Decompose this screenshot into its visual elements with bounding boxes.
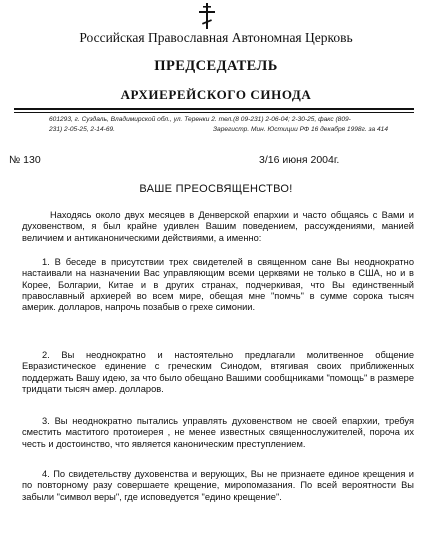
intro-paragraph: Находясь около двух месяцев в Денверской епархии и часто общаясь с Вами и духовенством, я был крайне удивлен Вашим поведением, рассуждениями, манией величием и антиканоническими действиями, а именно: bbox=[22, 210, 414, 243]
document-number: № 130 bbox=[9, 154, 41, 166]
numbered-paragraph-2: 2. Вы неоднократно и настоятельно предлагали молитвенное общение Евразистическое единение с греческим Синодом, втягивая своих приближенных поддержать Вашу идею, за что было обещано Вашими сообщниками "помощь" в размере тридцати тысяч амер. долларов. bbox=[22, 350, 414, 394]
orthodox-cross-icon bbox=[197, 3, 217, 29]
letter-greeting: ВАШЕ ПРЕОСВЯЩЕНСТВО! bbox=[139, 183, 293, 195]
header-rule-thin bbox=[14, 112, 414, 113]
address-line: 601293, г. Суздаль, Владимирской обл., ул. Теренки 2. тел.(8 09-231) 2-06-04; 2-30-25, факс (809- bbox=[49, 116, 351, 123]
registration-note: Зарегистр. Мин. Юстиции РФ 16 декабря 1998г. за 414 bbox=[213, 126, 388, 133]
document-date: 3/16 июня 2004г. bbox=[259, 154, 340, 166]
organization-name: Российская Православная Автономная Церковь bbox=[79, 30, 353, 45]
header-rule-thick bbox=[14, 108, 414, 110]
numbered-paragraph-1: 1. В беседе в присутствии трех свидетелей в священном сане Вы неоднократно настаивали на назначении Вас управляющим всеми церквями не только в США, но и в Корее, Болгарии, Китае и в других странах, подчеркивая, что Вы единственный православный архиерей во всем мире, обещая мне "помчь" в сумме сорока тысяч америк. долларов, напрочь позабыв о грехе симонии. bbox=[22, 257, 414, 313]
address-line-continued: 231) 2-05-25, 2-14-69. bbox=[49, 126, 115, 133]
numbered-paragraph-3: 3. Вы неоднократно пытались управлять духовенством не своей епархии, требуя сместить маститого протоиерея , не менее известных священнослужителей, пороча их честь и достоинство, что является каноническим преступлением. bbox=[22, 416, 414, 449]
letterhead-subtitle: АРХИЕРЕЙСКОГО СИНОДА bbox=[120, 87, 312, 102]
numbered-paragraph-4: 4. По свидетельству духовенства и верующих, Вы не признаете единое крещения и по повторному разу совершаете крещение, миропомазания. По всей вероятности Вы забыли "символ веры", где исповедуется "едино крещение". bbox=[22, 469, 414, 502]
letterhead-title: ПРЕДСЕДАТЕЛЬ bbox=[154, 58, 278, 74]
